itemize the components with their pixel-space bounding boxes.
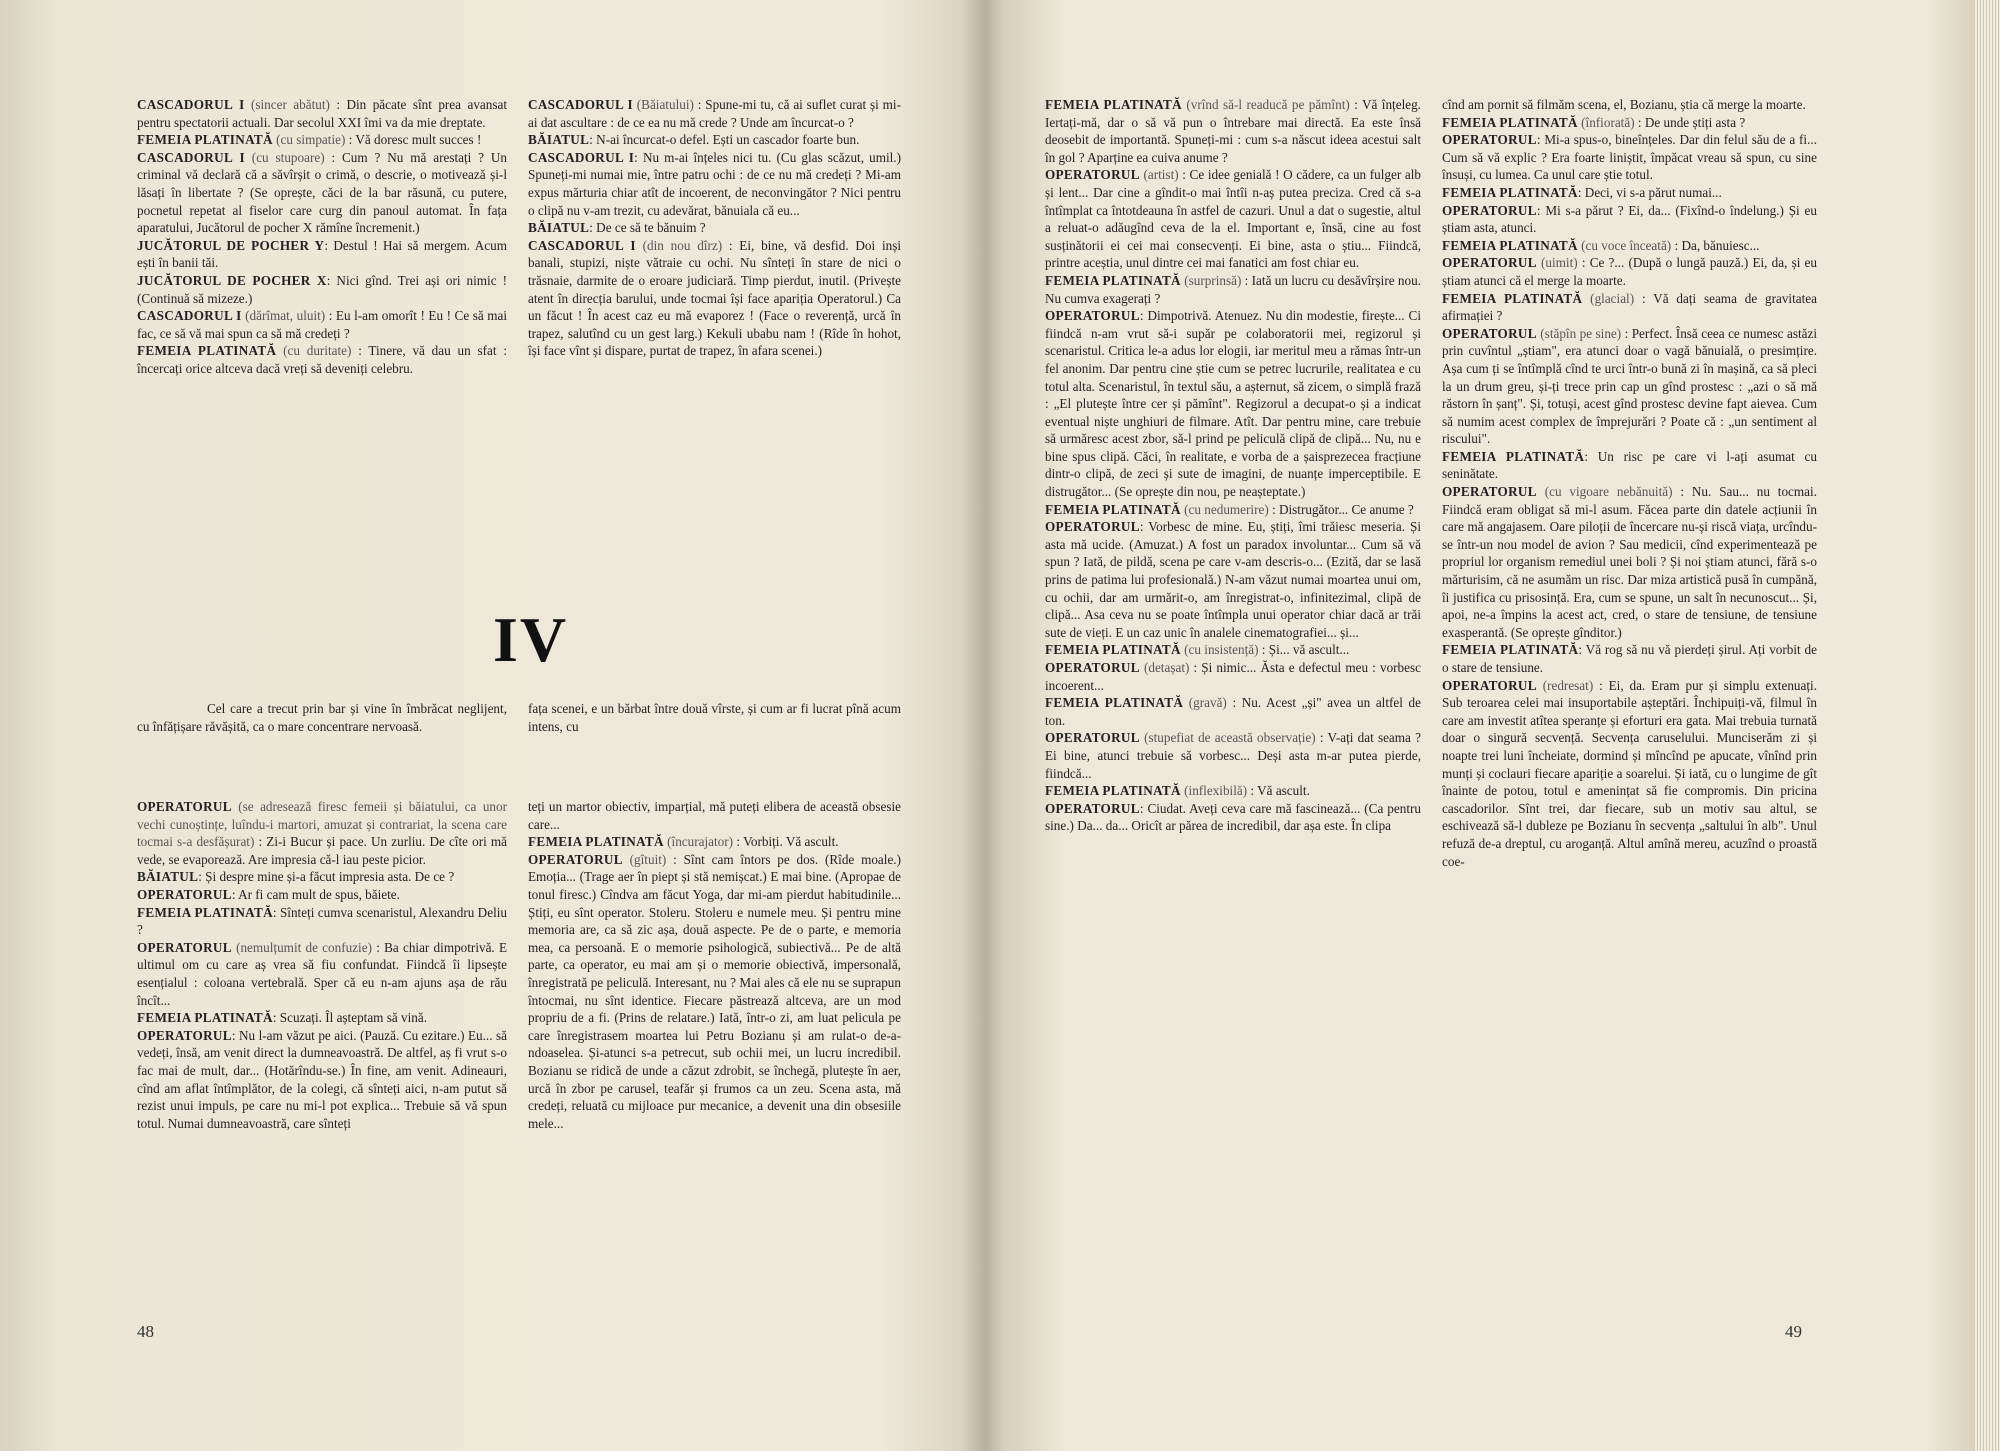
dialogue-line — [528, 833, 901, 851]
stage-direction: (stăpîn pe sine) — [1536, 325, 1625, 341]
line-text: : Sînteți cumva scenaristul, Alexandru Deliu ? — [137, 904, 507, 938]
line-text: : Ba chiar dimpotrivă. E ultimul om cu care aș vrea să fiu confundat. Fiindcă îi lipsește esențialul : coloana vertebrală. Sper că eu n-am ajuns așa de rău încît... — [137, 939, 508, 1008]
line-text: : Nu. Acest „și" avea un altfel de ton. — [1045, 695, 1421, 728]
page-number-left: 48 — [137, 1322, 154, 1341]
left-page — [0, 0, 985, 1451]
speaker-name: BĂIATUL — [528, 220, 590, 236]
act-numeral: IV — [493, 604, 569, 675]
dialogue-line — [1442, 290, 1817, 325]
line-text: : Perfect. Însă ceea ce numesc astăzi prin cuvîntul „știam", era atunci doar o vagă bănuială, o presimțire. Așa cum ți se întîmplă cînd te urci într-o bună zi în mașină, ca să pleci la un drum greu, și-ți trece prin cap un gînd prostesc : „azi o să mă răstorn în șanț". Și, totuși, acest gînd prostesc devine fapt aievea. Cum să numim acest complex de împrejurări ? Poate că : „un sentiment al riscului". — [1442, 325, 1817, 447]
stage-direction: (cu duritate) — [276, 343, 359, 359]
speaker-name: FEMEIA PLATINATĂ — [137, 904, 273, 920]
line-text: : Ciudat. Aveți ceva care mă fascinează... (Ca pentru sine.) Da... da... Oricît ar părea de incredibil, dar așa este. În clipa — [1045, 800, 1421, 834]
line-text: : Vorbesc de mine. Eu, știți, îmi trăiesc meseria. Și asta mă ucide. (Amuzat.) A fost un paradox involuntar... Cum să vă spun ? Iată, de pildă, scena pe care v-am descris-o... (Ezită, dar se lasă prins de patima lui profesională.) N-am văzut numai moartea unui om, cu ochii, dar am urmărit-o, am înregistrat-o, infinitezimal, clipă de clipă... Asa ceva nu se poate întîmpla unui operator chiar dacă ar trăi sute de vieți. E un caz unic în analele cinematografiei... și... — [1045, 519, 1421, 640]
dialogue-line — [1442, 202, 1817, 237]
line-text: : De unde știți asta ? — [1637, 114, 1746, 130]
speaker-name: CASCADORUL I — [528, 97, 633, 112]
line-text: : Distrugător... Ce anume ? — [1272, 501, 1414, 517]
dialogue-line — [1045, 518, 1421, 641]
line-text: : Da, bănuiesc... — [1674, 237, 1760, 253]
dialogue-line — [1442, 325, 1817, 448]
stage-direction: (înfiorată) — [1577, 114, 1638, 130]
speaker-name: CASCADORUL I — [137, 97, 245, 112]
dialogue-line — [1045, 782, 1421, 800]
line-text: teți un martor obiectiv, imparțial, mă puteți elibera de această obsesie care... — [528, 799, 901, 832]
line-text: : Ce idee genială ! O cădere, ca un fulger alb și lent... Dar cine a gîndit-o mai întîi n-aș putea preciza. Cred că s-a întîmplat ca întotdeauna în astfel de cazuri. Unul a dat o sugestie, altul a reluat-o adăugînd ceva de la el. Important e, însă, cine au fost susținătorii ei cei mai consecvenți. Ei bine, asta o știu... Fiindcă, printre aceștia, unul dintre cei mai fanatici am fost chiar eu. — [1045, 167, 1421, 271]
stage-direction: (cu stupoare) — [244, 149, 332, 165]
line-text: : Ei, bine, vă desfid. Doi inși banali, stupizi, niște vătraie cu ochi. Nu sînteți în stare de nici o trăsnaie, darmite de o eroare judiciară. Timp pierdut, inutil. (Privește atent în direcția barului, unde tocmai își face apariția Operatorul.) Ca un făcut ! În acest caz eu mă evaporez ! (Face o reverență, urcă în trapez, salutînd cu un gest larg.) Kekuli ubabu nam ! (Rîde în hohot, își face vînt și dispare, purtat de trapez, în afara scenei.) — [528, 237, 901, 359]
dialogue-line — [1442, 114, 1817, 132]
dialogue-line — [137, 96, 507, 131]
line-text: : Cum ? Nu mă arestați ? Un criminal vă declară că a săvîrșit o crimă, o descrie, o motivează și-l lăsați în libertate ? (Se oprește, căci de la bar răsună, cu putere, pocnetul repetat al fiselor care curg din panoul automat. În fața aparatului, Jucătorul de pocher X rămîne încremenit.) — [137, 149, 508, 236]
dialogue-line — [528, 131, 901, 149]
line-text: : Eu l-am omorît ! Eu ! Ce să mai fac, ce să vă mai spun ca să mă credeți ? — [137, 308, 507, 341]
speaker-name: FEMEIA PLATINATĂ — [1442, 114, 1578, 130]
scene-intro-right: fața scenei, e un bărbat între două vîrste, și cum ar fi lucrat pînă acum intens, cu — [528, 701, 901, 734]
line-text: : Spune-mi tu, că ai suflet curat și mi-ai dat ascultare : de ce ea nu mă crede ? Unde am încurcat-o ? — [528, 97, 901, 130]
line-text: : Tinere, vă dau un sfat : încercați orice altceva dacă vreți să deveniți celebru. — [137, 343, 507, 376]
line-text: : Dimpotrivă. Atenuez. Nu din modestie, firește... Ci fiindcă n-am vrut să-i supăr pe colaboratorii mei, regizorul și scenaristul. Critica le-a adus lor elogii, iar meritul meu a rămas într-un fel anonim. Dar pentru cine știe cum se petrec lucrurile, realitatea e cu totul alta. Scenaristul, în textul său, a așternut, să zicem, o simplă frază : „El plutește între cer și pămînt". Regizorul a decupat-o și a indicat eventual niște unghiuri de filmare. Atît. Dar pentru mine, care trebuie să urmăresc acest zbor, să-l prind pe peliculă clipă de clipă... Nu, nu e bine spus clipă. Căci, în realitate, e vorba de a șaisprezecea fracțiune dintr-o clipă, de zeci și sute de imagini, de nuanțe imperceptibile. E distrugător... (Se oprește din nou, pe neașteptate.) — [1045, 308, 1421, 500]
line-text: : Nici gînd. Trei ași ori nimic ! (Continuă să mizeze.) — [137, 272, 507, 306]
dialogue-line — [137, 904, 507, 939]
dialogue-line — [528, 96, 901, 131]
stage-direction: (gravă) — [1183, 695, 1233, 711]
dialogue-line — [137, 1027, 507, 1133]
speaker-name: FEMEIA PLATINATĂ — [1045, 642, 1181, 658]
page-number-right: 49 — [1785, 1322, 1802, 1341]
line-text: : Un risc pe care vi l-ați asumat cu seninătate. — [1442, 448, 1817, 482]
dialogue-line — [1045, 659, 1421, 694]
stage-direction: (Băiatului) — [632, 97, 698, 112]
stage-direction: (încurajator) — [663, 834, 737, 850]
page-edges — [1975, 0, 2000, 1451]
line-text: : Vă rog să nu vă pierdeți șirul. Ați vorbit de o stare de tensiune. — [1442, 642, 1817, 675]
line-text: : Vorbiți. Vă ascult. — [736, 834, 839, 850]
speaker-name: JUCĂTORUL DE POCHER X — [137, 272, 327, 288]
dialogue-line — [1442, 184, 1817, 202]
line-text: : Sînt cam întors pe dos. (Rîde moale.) Emoția... (Trage aer în piept și stă nemișcat.) E mai bine. (Apropae de tonul firesc.) Cîndva am făcut Yoga, dar mi-am pierdut habitudinile... Știți, eu sînt operator. Stoleru. Stoleru e numele meu. Și pentru mine memoria are, ca să zic așa, două aspecte. Pe de o parte, e memoria mea, ca persoană. E o memorie psihologică, subiectivă... Pe de altă parte, ca operator, eu mai am și o memorie obiectivă, impersonală, înregistrată pe peliculă. Interesant, nu ? Mai ales că ele nu se suprapun întocmai, nu sînt identice. Fiecare păstrează altceva, are un mod propriu de a fi. (Prins de relatare.) Iată, într-o zi, am luat pelicula pe care înregistrasem moartea lui Petru Bozianu și am rulat-o de-a-ndoaselea. Și-atunci s-a petrecut, sub ochii mei, un lucru incredibil. Bozianu se ridică de unde a căzut zdrobit, se închegă, plutește în aer, urcă în zbor pe carusel, teafăr și frumos ca un zeu. Scena asta, mă credeți, reluată cu mijloace pur mecanice, a devenit una din obsesiile mele... — [528, 851, 901, 1131]
line-text: : Și despre mine și-a făcut impresia asta. De ce ? — [198, 869, 455, 885]
speaker-name: CASCADORUL I — [528, 149, 635, 165]
speaker-name: OPERATORUL — [528, 851, 623, 867]
dialogue-line — [1442, 448, 1817, 483]
left-top-column-2 — [528, 96, 901, 360]
dialogue-line — [1045, 800, 1421, 835]
stage-direction: (detașat) — [1139, 660, 1194, 675]
speaker-name: OPERATORUL — [1442, 202, 1537, 218]
line-text: : Și nimic... Ăsta e defectul meu : vorbesc incoerent... — [1045, 660, 1421, 693]
dialogue-line — [1045, 307, 1421, 501]
left-bottom-column-2 — [528, 798, 901, 1132]
line-text: : Deci, vi s-a părut numai... — [1577, 184, 1722, 200]
dialogue-line — [1045, 729, 1421, 782]
line-text: : Ei, da. Eram pur și simplu extenuați. Sub teroarea celei mai insuportabile așteptări. Închipuiți-vă, filmul în care am investit atîtea speranțe și eforturi era gata. Mai trebuia turnată doar o singură secvență. Secvența caruselului. Munciserăm zi și noapte trei luni încheiate, dormind și mîncînd pe apucate, vînînd prin munți și coclauri fiecare apariție a soarelui. Și iată, cu o lungime de gît înainte de potou, totul e amenințat să fie compromis. Din pricina cascadorilor. Sînt trei, dar fiecare, sub un motiv sau altul, se eschivează să-l dubleze pe Bozianu în secvența „saltului în alb". Unul refuză de-a dreptul, cu aroganță. Altul amînă mereu, acuzînd o proastă coe- — [1442, 677, 1817, 869]
speaker-name: FEMEIA PLATINATĂ — [1442, 448, 1585, 464]
stage-direction: (cu nedumerire) — [1180, 501, 1273, 517]
dialogue-line — [1045, 272, 1421, 307]
dialogue-line — [137, 939, 507, 1009]
dialogue-line — [137, 868, 507, 886]
stage-direction: (redresat) — [1536, 677, 1600, 693]
dialogue-line — [1442, 677, 1817, 871]
speaker-name: BĂIATUL — [528, 132, 590, 148]
speaker-name: FEMEIA PLATINATĂ — [1442, 184, 1578, 200]
stage-direction: (dărîmat, uluit) — [241, 308, 329, 324]
speaker-name: FEMEIA PLATINATĂ — [1045, 97, 1182, 112]
dialogue-line — [1045, 501, 1421, 519]
dialogue-line — [528, 237, 901, 360]
stage-direction: (cu simpatie) — [272, 132, 349, 148]
right-column-2 — [1442, 96, 1817, 870]
speaker-name: FEMEIA PLATINATĂ — [1045, 501, 1181, 517]
dialogue-line — [528, 798, 901, 833]
speaker-name: CASCADORUL I — [137, 149, 245, 165]
speaker-name: BĂIATUL — [137, 869, 199, 885]
line-text: : De ce să te bănuim ? — [589, 220, 706, 236]
line-text: cînd am pornit să filmăm scena, el, Bozianu, știa că merge la moarte. — [1442, 97, 1806, 112]
speaker-name: OPERATORUL — [1045, 800, 1140, 816]
speaker-name: FEMEIA PLATINATĂ — [528, 834, 664, 850]
dialogue-line — [1045, 641, 1421, 659]
speaker-name: OPERATORUL — [1045, 519, 1140, 535]
line-text: : N-ai încurcat-o defel. Ești un cascador foarte bun. — [589, 132, 860, 148]
dialogue-line — [137, 149, 507, 237]
dialogue-line — [528, 219, 901, 237]
speaker-name: JUCĂTORUL DE POCHER Y — [137, 237, 325, 253]
line-text: : V-ați dat seama ? Ei bine, atunci trebuie să vorbesc... Deși asta m-ar putea pierde, fiindcă... — [1045, 730, 1421, 781]
dialogue-line — [137, 798, 507, 868]
line-text: : Mi-a spus-o, bineînțeles. Dar din felul său de a fi... Cum să vă explic ? Era foarte liniștit, împăcat vreau să spun, cu sine însuși, cu lumea. Ca unul care știe totul. — [1442, 132, 1817, 183]
dialogue-line — [137, 342, 507, 377]
line-text: : Nu m-ai înțeles nici tu. (Cu glas scăzut, umil.) Spuneți-mi numai mie, între patru ochi : de ce nu mă credeți ? Mi-am expus mărturia chiar atît de incoerent, de neconvingător ? Nici pentru o clipă nu v-am trezit, cu adevărat, bănuiala că eu... — [528, 149, 901, 218]
stage-direction: (vrînd să-l readucă pe pămînt) — [1181, 97, 1355, 112]
line-text: : Ce ?... (După o lungă pauză.) Ei, da, și eu știam atunci că el merge la moarte. — [1442, 255, 1817, 288]
line-text: : Zi-i Bucur și pace. Un zurliu. De cîte ori mă vede, se evaporează. Are impresia că-l iau peste picior. — [137, 834, 507, 867]
line-text: : Scuzați. Îl așteptam să vină. — [272, 1010, 428, 1026]
dialogue-line — [1442, 641, 1817, 676]
speaker-name: FEMEIA PLATINATĂ — [1045, 695, 1184, 711]
line-text: : Vă dați seama de gravitatea afirmației ? — [1442, 290, 1817, 324]
line-text: : Vă doresc mult succes ! — [348, 132, 482, 148]
speaker-name: FEMEIA PLATINATĂ — [137, 343, 277, 359]
dialogue-line — [1442, 483, 1817, 641]
line-text: : Vă ascult. — [1250, 783, 1310, 799]
speaker-name: OPERATORUL — [1045, 167, 1140, 183]
dialogue-line — [137, 131, 507, 149]
dialogue-line — [528, 149, 901, 219]
line-text: : Din păcate sînt prea avansat pentru spectatorii actuali. Dar secolul XXI îmi va da mie dreptate. — [137, 97, 508, 130]
speaker-name: OPERATORUL — [1045, 730, 1140, 746]
line-text: : Nu l-am văzut pe aici. (Pauză. Cu ezitare.) Eu... să vedeți, însă, am venit direct la dumneavoastră. De altfel, aș fi vrut s-o fac mai de mult, dar... (Hotărîndu-se.) În fine, am venit. Adineauri, cînd am aflat întîmplător, de la colegi, că sînteți aici, n-am putut să rezist unui impuls, pe care nu mi-l pot explica... Trebuie să vă spun totul. Numai dumneavoastră, care sînteți — [137, 1027, 507, 1131]
stage-direction: (glacial) — [1582, 290, 1642, 306]
dialogue-line — [1442, 237, 1817, 255]
line-text: : Iată un lucru cu desăvîrșire nou. Nu cumva exagerați ? — [1045, 272, 1421, 306]
line-text: : Vă înțeleg. Iertați-mă, dar o să vă pun o întrebare mai directă. Ea este însă deosebit de importantă. Spuneți-mi : cum s-a născut ideea acestui salt în gol ? Aparține ea cuiva anume ? — [1045, 97, 1421, 165]
speaker-name: CASCADORUL I — [137, 308, 242, 324]
line-text: : Nu. Sau... nu tocmai. Fiindcă eram obligat să mi-l asum. Făcea parte din datele acțiunii în care mă angajasem. Oare piloții de încercare nu-și riscă viața, urcîndu-se într-un nou model de avion ? Sau medicii, cînd experimentează pe propriul lor organism remediul unei boli ? Și noi știam atunci, fără s-o mărturisim, că ne asumăm un risc. Dar miza artistică pusă în cumpănă, îi justifica cu prisosință. Era, cum se spune, un salt în necunoscut... Și, apoi, ne-a împins la acest act, cred, o stare de tensiune, de tensiune exasperantă. (Se oprește gînditor.) — [1442, 484, 1817, 640]
stage-direction: (cu insistență) — [1180, 642, 1262, 658]
dialogue-line — [528, 851, 901, 1133]
stage-direction: (artist) — [1139, 167, 1183, 183]
speaker-name: OPERATORUL — [1442, 484, 1537, 500]
dialogue-line — [1442, 96, 1817, 114]
stage-direction: (inflexibilă) — [1180, 783, 1251, 799]
line-text: : Și... vă ascult... — [1261, 642, 1350, 658]
speaker-name: CASCADORUL I — [528, 237, 636, 253]
speaker-name: OPERATORUL — [1045, 308, 1140, 324]
speaker-name: FEMEIA PLATINATĂ — [1442, 237, 1578, 253]
stage-direction: (sincer abătut) — [244, 97, 337, 112]
stage-direction: (cu vigoare nebănuită) — [1536, 484, 1681, 500]
speaker-name: OPERATORUL — [1442, 677, 1537, 693]
stage-direction: (gîtuit) — [622, 851, 674, 867]
dialogue-line — [137, 1009, 507, 1027]
dialogue-line — [137, 272, 507, 307]
stage-direction: (stupefiat de această observație) — [1139, 730, 1320, 746]
speaker-name: OPERATORUL — [1442, 255, 1537, 271]
dialogue-line — [1442, 131, 1817, 184]
speaker-name: OPERATORUL — [1045, 660, 1140, 675]
dialogue-line — [1045, 694, 1421, 729]
speaker-name: FEMEIA PLATINATĂ — [1045, 783, 1181, 799]
stage-direction: (uimit) — [1536, 255, 1582, 271]
stage-direction: (surprinsă) — [1180, 272, 1245, 288]
speaker-name: FEMEIA PLATINATĂ — [137, 132, 273, 148]
speaker-name: FEMEIA PLATINATĂ — [1442, 642, 1579, 658]
right-page — [985, 0, 1985, 1451]
line-text: : Mi s-a părut ? Ei, da... (Fixînd-o îndelung.) Și eu știam asta, atunci. — [1442, 202, 1817, 236]
dialogue-line — [1045, 96, 1421, 166]
speaker-name: OPERATORUL — [1442, 132, 1537, 148]
speaker-name: FEMEIA PLATINATĂ — [1045, 272, 1181, 288]
speaker-name: OPERATORUL — [1442, 325, 1537, 341]
line-text: : Destul ! Hai să mergem. Acum ești în banii tăi. — [137, 237, 507, 271]
stage-direction: (din nou dîrz) — [635, 237, 729, 253]
left-bottom-column-1 — [137, 798, 507, 1132]
dialogue-line — [1442, 254, 1817, 289]
stage-direction: (nemulțumit de confuzie) — [231, 939, 377, 955]
stage-direction: (cu voce înceată) — [1577, 237, 1675, 253]
speaker-name: OPERATORUL — [137, 1027, 232, 1043]
dialogue-line — [137, 307, 507, 342]
left-top-column-1 — [137, 96, 507, 378]
speaker-name: FEMEIA PLATINATĂ — [137, 1010, 273, 1026]
speaker-name: OPERATORUL — [137, 886, 232, 902]
stage-direction: (se adresează firesc femeii și băiatului, ca unor vechi cunoștințe, luîndu-i martori, amuzat și contrariat, la scena care tocmai s-a desfășurat) — [137, 799, 507, 850]
scene-intro-left: Cel care a trecut prin bar și vine în îmbrăcat neglijent, cu înfățișare răvășită, ca o mare concentrare nervoasă. — [137, 701, 507, 734]
dialogue-line — [137, 886, 507, 904]
dialogue-line — [137, 237, 507, 272]
speaker-name: OPERATORUL — [137, 939, 232, 955]
line-text: : Ar fi cam mult de spus, băiete. — [231, 886, 400, 902]
speaker-name: OPERATORUL — [137, 799, 232, 814]
speaker-name: FEMEIA PLATINATĂ — [1442, 290, 1583, 306]
dialogue-line — [1045, 166, 1421, 272]
right-column-1 — [1045, 96, 1421, 835]
